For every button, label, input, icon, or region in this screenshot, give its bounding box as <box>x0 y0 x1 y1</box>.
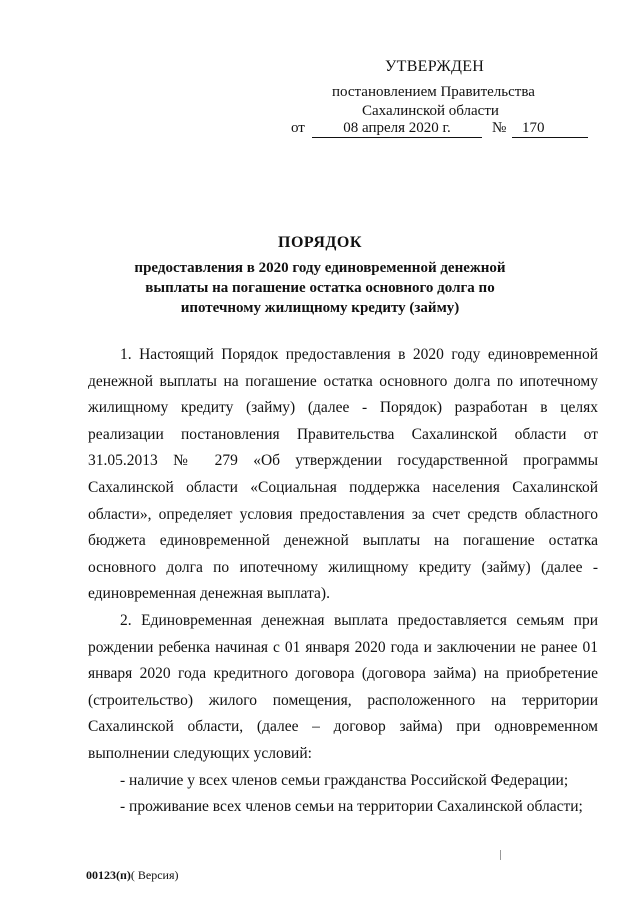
condition-item-residence: - проживание всех членов семьи на территории Сахалинской области; <box>120 798 583 816</box>
document-code: 00123(п) <box>86 868 131 882</box>
condition-item-citizenship: - наличие у всех членов семьи гражданства Российской Федерации; <box>120 771 569 789</box>
scan-mark <box>500 850 501 860</box>
approval-number: 170 <box>512 120 588 138</box>
document-subtitle: предоставления в 2020 году единовременной денежной выплаты на погашение остатка основного долга по ипотечному жилищному кредиту (займу) <box>134 260 506 316</box>
document-body <box>88 342 598 821</box>
footer <box>86 868 179 883</box>
number-sign: № <box>492 120 507 136</box>
date-number-line <box>291 120 601 140</box>
paragraph-2: 2. Единовременная денежная выплата предоставляется семьям при рождении ребенка начиная с 01 января 2020 года и заключении не ранее 01 января 2020 года кредитного договора (договора займа) на приобретение (строительство) жилого помещения, расположенного на территории Сахалинской области, (далее – договор займа) при одновременном выполнении следующих условий: <box>88 611 598 762</box>
approval-date: 08 апреля 2020 г. <box>312 120 482 138</box>
document-title: ПОРЯДОК <box>278 234 362 251</box>
paragraph-1: 1. Настоящий Порядок предоставления в 2020 году единовременной денежной выплаты на погашение остатка основного долга по ипотечному жилищному кредиту (займу) (далее - Порядок) разработан в целях реализации постановления Правительства Сахалинской области от 31.05.2013 № 279 «Об утверждении государственной программы Сахалинской области «Социальная поддержка населения Сахалинской области», определяет условия предоставления за счет средств областного бюджета единовременной денежной выплаты на погашение остатка основного долга по ипотечному жилищному кредиту (займу) (далее - единовременная денежная выплата). <box>88 346 598 603</box>
approved-label: УТВЕРЖДЕН <box>385 58 485 75</box>
approved-region-line: Сахалинской области <box>362 103 499 119</box>
from-label: от <box>291 120 305 136</box>
approved-by-line: постановлением Правительства <box>332 84 535 100</box>
document-version: ( Версия) <box>130 868 179 882</box>
